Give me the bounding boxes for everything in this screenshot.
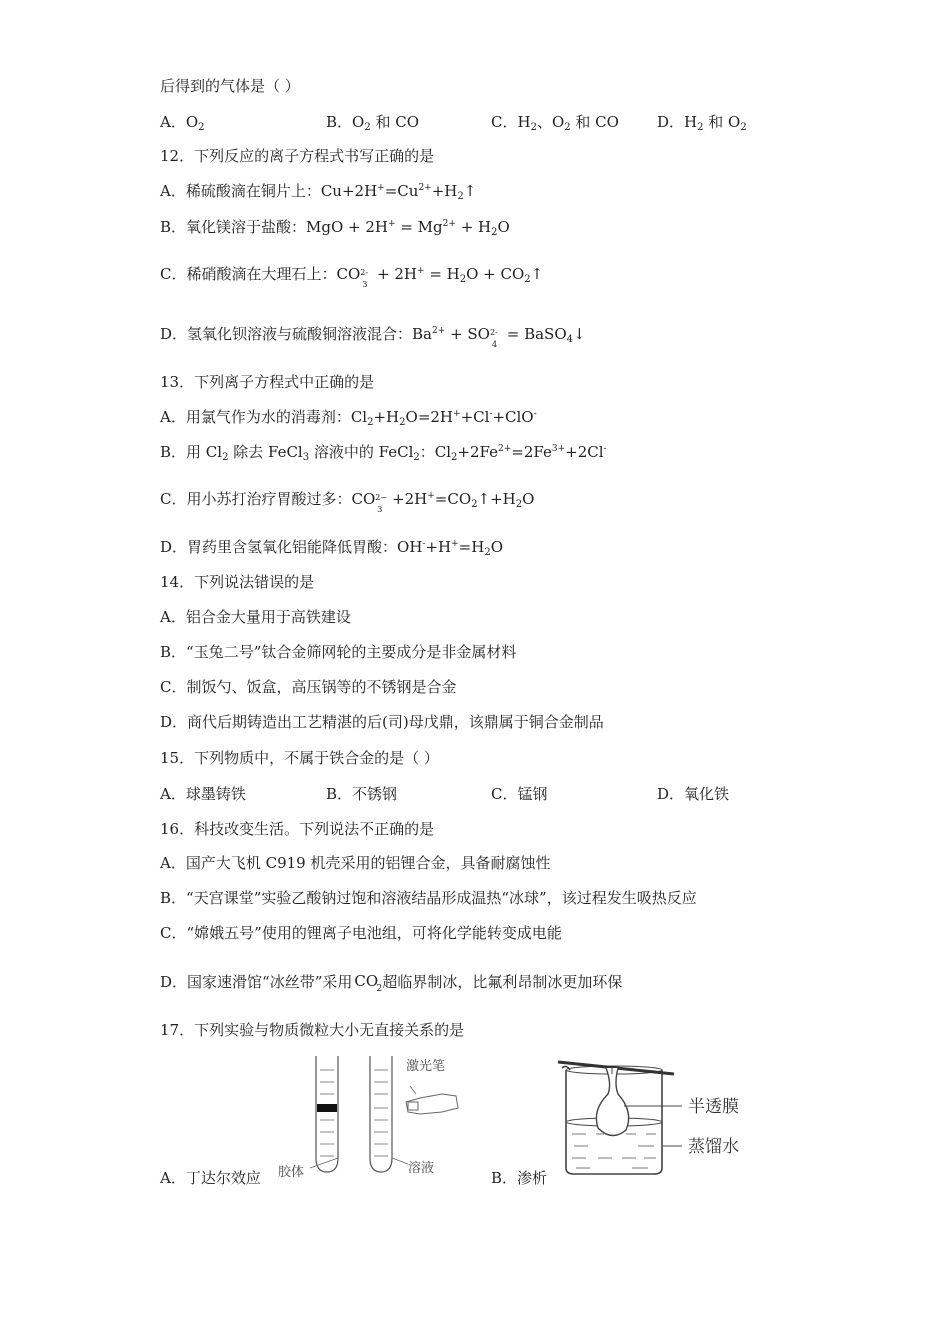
q11-option-d[interactable]: D．$H_2$ 和 $O_2$	[657, 113, 747, 133]
q11-option-a[interactable]: A．$O_2$	[160, 113, 205, 133]
q14-option-b[interactable]: B．“玉兔二号”钛合金筛网轮的主要成分是非金属材料	[160, 643, 517, 661]
q16-option-c[interactable]: C．“嫦娥五号”使用的锂离子电池组，可将化学能转变成电能	[160, 924, 562, 942]
tyndall-diagram	[270, 1050, 470, 1190]
q13-option-a[interactable]: A．用氯气作为水的消毒剂：$Cl_2+H_2O=2H^++Cl^-+ClO^-$	[160, 408, 537, 428]
q11-stem-tail: 后得到的气体是（ ）	[160, 77, 300, 95]
q16-option-a[interactable]: A．国产大飞机 C919 机壳采用的铝锂合金，具备耐腐蚀性	[160, 854, 551, 872]
colloid-test-tube	[316, 1056, 338, 1172]
q15-option-c[interactable]: C．锰钢	[491, 785, 548, 803]
dialysis-diagram	[552, 1050, 792, 1180]
q13-option-c[interactable]: C．用小苏打治疗胃酸过多：CO 2− 3 $+2H^+=CO_2↑+H_2O$	[160, 490, 535, 514]
q15-stem: 15．下列物质中，不属于铁合金的是（ ）	[160, 749, 439, 767]
membrane-label: 半透膜	[688, 1097, 739, 1117]
q14-option-d[interactable]: D．商代后期铸造出工艺精湛的后(司)母戊鼎，该鼎属于铜合金制品	[160, 713, 604, 731]
semipermeable-bag	[596, 1068, 628, 1136]
q12-option-b[interactable]: B．氧化镁溶于盐酸：MgO + $2H^+ = Mg^{2+} + H_2O$	[160, 218, 510, 238]
distilled-water-label: 蒸馏水	[688, 1137, 739, 1157]
q17-option-a[interactable]: A．丁达尔效应	[160, 1169, 261, 1187]
laser-pointer-label: 激光笔	[406, 1059, 446, 1074]
q11-option-c[interactable]: C．$H_2$、$O_2$ 和 CO	[491, 113, 619, 133]
q13-option-b[interactable]: B．用 $Cl_2$ 除去 FeCl$_3$ 溶液中的 FeCl$_2$：$Cl_2+2Fe^{2+}=2Fe^{3+}+2Cl^-$	[160, 443, 607, 463]
solution-label: 溶液	[408, 1161, 435, 1176]
q12-stem: 12．下列反应的离子方程式书写正确的是	[160, 147, 435, 165]
q15-option-a[interactable]: A．球墨铸铁	[160, 785, 246, 803]
q15-option-d[interactable]: D．氧化铁	[657, 785, 730, 803]
q12-option-c[interactable]: C．稀硝酸滴在大理石上：CO 2- 3 + $2H^+ = H_2O$ + $CO_2↑$	[160, 265, 544, 289]
hand-with-laser-pointer	[406, 1094, 458, 1114]
light-path-band	[317, 1104, 337, 1112]
q16-stem: 16．科技改变生活。下列说法不正确的是	[160, 820, 435, 838]
laser-pointer-icon	[408, 1102, 418, 1110]
q13-stem: 13．下列离子方程式中正确的是	[160, 373, 375, 391]
q14-stem: 14．下列说法错误的是	[160, 573, 315, 591]
q17-option-b[interactable]: B．渗析	[491, 1169, 548, 1187]
q17-stem: 17．下列实验与物质微粒大小无直接关系的是	[160, 1021, 465, 1039]
q16-option-b[interactable]: B．“天宫课堂”实验乙酸钠过饱和溶液结晶形成温热“冰球”，该过程发生吸热反应	[160, 889, 697, 907]
q12-option-a[interactable]: A．稀硫酸滴在铜片上：$Cu+2H^+=Cu^{2+}+H_2↑$	[160, 182, 477, 202]
q13-option-d[interactable]: D．胃药里含氢氧化铝能降低胃酸：$OH^-+H^+=H_2O$	[160, 538, 504, 558]
colloid-label: 胶体	[278, 1165, 305, 1180]
q14-option-c[interactable]: C．制饭勺、饭盒，高压锅等的不锈钢是合金	[160, 678, 457, 696]
q12-option-d[interactable]: D．氢氧化钡溶液与硫酸铜溶液混合：$Ba^{2+}$ + SO 2- 4 = BaSO$_4$↓	[160, 325, 586, 349]
tyndall-figure	[270, 1050, 470, 1190]
q16-option-d[interactable]: D．国家速滑馆“冰丝带”采用 CO 2 超临界制冰，比氟利昂制冰更加环保	[160, 972, 623, 994]
solution-test-tube	[370, 1056, 392, 1172]
dialysis-figure	[552, 1050, 792, 1180]
q11-option-b[interactable]: B．$O_2$ 和 CO	[326, 113, 420, 133]
q14-option-a[interactable]: A．铝合金大量用于高铁建设	[160, 608, 351, 626]
q15-option-b[interactable]: B．不锈钢	[326, 785, 398, 803]
